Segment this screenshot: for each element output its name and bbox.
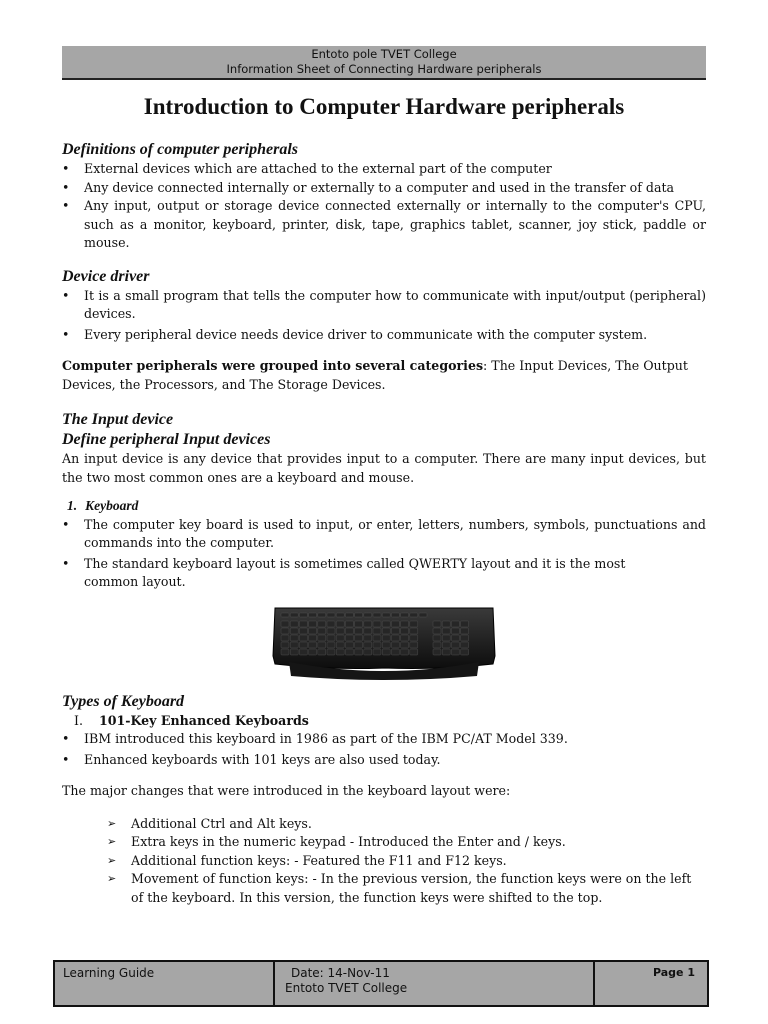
- types-subheading: [62, 712, 706, 731]
- categories-bold: Computer peripherals were grouped into several categories: [62, 358, 484, 373]
- list-item: ➢ Additional function keys: - Featured the F11 and F12 keys.: [107, 852, 706, 871]
- changes-list: [62, 815, 706, 908]
- subheading-text: 101-Key Enhanced Keyboards: [98, 712, 309, 728]
- list-item: • It is a small program that tells the computer how to communicate with input/output (peripheral) devices.: [62, 287, 706, 324]
- footer-date-cell: [275, 962, 595, 1005]
- definitions-list: [62, 160, 706, 253]
- list-item: • Any input, output or storage device connected externally or internally to the computer's CPU, such as a monitor, keyboard, printer, disk, tape, graphics tablet, scanner, joy stick, paddle or mouse.: [62, 197, 706, 253]
- footer-guide: Learning Guide: [55, 962, 275, 1005]
- keyboard-heading: [62, 497, 706, 516]
- document-footer: [53, 960, 709, 1007]
- categories-paragraph: [62, 357, 706, 394]
- keyboard-image-container: [62, 604, 706, 682]
- list-item: • The computer key board is used to input, or enter, letters, numbers, symbols, punctuations and commands into the computer.: [62, 516, 706, 553]
- list-item: • Any device connected internally or externally to a computer and used in the transfer of data: [62, 179, 706, 198]
- keyboard-image: [271, 604, 497, 682]
- input-device-heading: The Input device: [62, 411, 174, 428]
- footer-page-number: 1: [687, 966, 695, 979]
- footer-date: Date: 14-Nov-11: [291, 966, 390, 980]
- list-item: ➢ Additional Ctrl and Alt keys.: [107, 815, 706, 834]
- header-subtitle: Information Sheet of Connecting Hardware peripherals: [226, 62, 542, 76]
- driver-list: [62, 287, 706, 345]
- footer-college: Entoto TVET College: [285, 981, 408, 995]
- main-content: [62, 140, 706, 907]
- list-item: • Every peripheral device needs device driver to communicate with the computer system.: [62, 326, 706, 345]
- roman-numeral: I.: [74, 712, 83, 728]
- list-item: • The standard keyboard layout is sometimes called QWERTY layout and it is the most common layout.: [62, 555, 706, 592]
- list-item: ➢ Movement of function keys: - In the previous version, the function keys were on the left of the keyboard. In this version, the function keys were shifted to the top.: [107, 870, 706, 907]
- changes-intro: The major changes that were introduced in the keyboard layout were:: [62, 783, 511, 798]
- types-heading: Types of Keyboard: [62, 692, 185, 710]
- keyboard-list: [62, 516, 706, 592]
- types-list: [62, 730, 706, 769]
- list-item: • External devices which are attached to the external part of the computer: [62, 160, 706, 179]
- list-item: • IBM introduced this keyboard in 1986 as part of the IBM PC/AT Model 339.: [62, 730, 706, 749]
- header-college: Entoto pole TVET College: [311, 47, 457, 61]
- definitions-heading: Definitions of computer peripherals: [62, 141, 299, 158]
- input-define-heading: Define peripheral Input devices: [62, 431, 271, 448]
- footer-page-label: Page: [652, 966, 684, 979]
- keyboard-number: 1.: [67, 498, 78, 513]
- categories-rest: : The Input Devices, The Output Devices, the Processors, and The Storage Devices.: [62, 358, 688, 392]
- document-header: [62, 46, 706, 80]
- footer-page-cell: [595, 962, 707, 1005]
- driver-heading: Device driver: [62, 267, 150, 285]
- page-title: Introduction to Computer Hardware peripherals: [143, 94, 625, 119]
- list-item: ➢ Extra keys in the numeric keypad - Introduced the Enter and / keys.: [107, 833, 706, 852]
- input-paragraph: An input device is any device that provides input to a computer. There are many input devices, but the two most common ones are a keyboard and mouse.: [62, 451, 706, 485]
- list-item: • Enhanced keyboards with 101 keys are also used today.: [62, 751, 706, 770]
- keyboard-title: Keyboard: [85, 498, 139, 513]
